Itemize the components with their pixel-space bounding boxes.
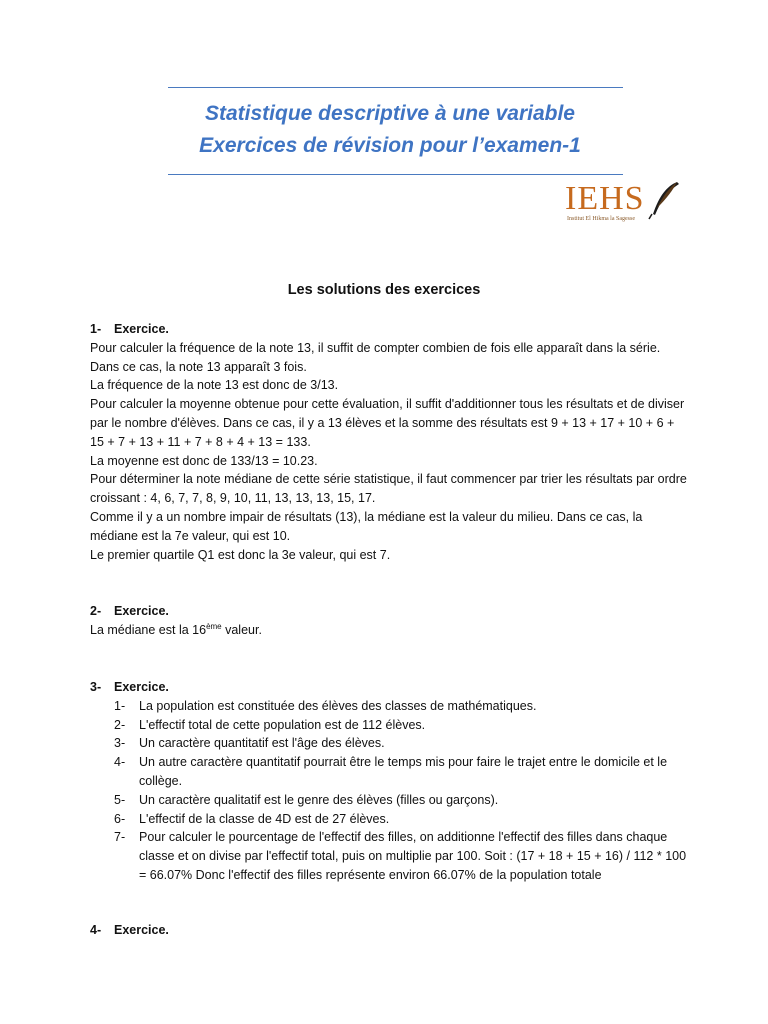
exercise-4-label: Exercice. bbox=[114, 923, 169, 937]
list-item-number: 5- bbox=[114, 792, 126, 807]
list-item bbox=[90, 753, 690, 791]
quill-icon bbox=[647, 180, 681, 220]
list-item-text: L'effectif de la classe de 4D est de 27 élèves. bbox=[139, 811, 390, 826]
exercise-2 bbox=[90, 602, 690, 640]
bottom-rule bbox=[168, 174, 623, 175]
list-item-text: Un caractère qualitatif est le genre des élèves (filles ou garçons). bbox=[139, 792, 499, 807]
exercise-2-paragraph bbox=[90, 621, 690, 640]
exercise-3-label: Exercice. bbox=[114, 680, 169, 694]
list-item-number: 3- bbox=[114, 736, 126, 751]
top-rule bbox=[168, 87, 623, 88]
section-title: Les solutions des exercices bbox=[287, 282, 481, 298]
exercise-1-label: Exercice. bbox=[114, 322, 169, 336]
exercise-4-number: 4- bbox=[90, 923, 102, 937]
exercise-4 bbox=[90, 921, 690, 940]
logo-text: IEHS bbox=[565, 180, 645, 217]
exercise-1-number: 1- bbox=[90, 322, 102, 336]
list-item-number: 2- bbox=[114, 717, 126, 732]
list-item bbox=[90, 697, 690, 716]
list-item-number: 7- bbox=[114, 830, 126, 845]
logo-subtitle: Institut El Hikma la Sagesse bbox=[567, 216, 635, 222]
exercise-3 bbox=[90, 678, 690, 885]
iehs-logo bbox=[565, 180, 680, 224]
exercise-2-text-end: valeur. bbox=[221, 622, 262, 637]
exercise-2-text: La médiane est la 16 bbox=[90, 622, 207, 637]
exercise-1-paragraph: Pour déterminer la note médiane de cette série statistique, il faut commencer par trier les résultats par ordre croissant : 4, 6, 7, 7, 8, 9, 10, 11, 13, 13, 13, 15, 17. bbox=[90, 472, 687, 506]
list-item-text: L'effectif total de cette population est de 112 élèves. bbox=[139, 717, 426, 732]
exercise-2-heading bbox=[90, 602, 690, 621]
list-item bbox=[90, 734, 690, 753]
exercise-1-paragraph: Le premier quartile Q1 est donc la 3e valeur, qui est 7. bbox=[90, 547, 391, 562]
list-item-text: Un caractère quantitatif est l'âge des élèves. bbox=[139, 736, 385, 751]
list-item bbox=[90, 716, 690, 735]
list-item bbox=[90, 810, 690, 829]
exercise-2-superscript: ème bbox=[206, 621, 222, 631]
exercise-4-heading bbox=[90, 921, 690, 940]
list-item-number: 1- bbox=[114, 698, 126, 713]
list-item-text: La population est constituée des élèves des classes de mathématiques. bbox=[139, 698, 537, 713]
list-item-text: Pour calculer le pourcentage de l'effectif des filles, on additionne l'effectif des filles dans chaque classe et on divise par l'effectif total, puis on multiplie par 100. Soit : (17 + 18 + 15 + 16) / 112 * 100 = 66.07% Donc l'effectif des filles représente environ 66.07% de la population totale bbox=[139, 830, 687, 882]
exercise-2-number: 2- bbox=[90, 604, 102, 618]
exercise-3-list bbox=[90, 697, 690, 885]
exercise-2-label: Exercice. bbox=[114, 604, 169, 618]
list-item bbox=[90, 828, 690, 884]
list-item-text: Un autre caractère quantitatif pourrait être le temps mis pour faire le trajet entre le domicile et le collège. bbox=[139, 755, 668, 788]
exercise-1-paragraph: Comme il y a un nombre impair de résultats (13), la médiane est la valeur du milieu. Dans ce cas, la médiane est la 7e valeur, qui est 10. bbox=[90, 509, 643, 543]
exercise-3-heading bbox=[90, 678, 690, 697]
exercise-1-paragraph: La moyenne est donc de 133/13 = 10.23. bbox=[90, 453, 318, 468]
page-title-line-2: Exercices de révision pour l’examen-1 bbox=[199, 134, 581, 157]
exercise-1-heading bbox=[90, 320, 690, 339]
exercise-1 bbox=[90, 320, 690, 564]
list-item-number: 4- bbox=[114, 755, 126, 770]
exercise-1-paragraph: Pour calculer la moyenne obtenue pour cette évaluation, il suffit d'additionner tous les résultats et de diviser par le nombre d'élèves. Dans ce cas, il y a 13 élèves et la somme des résultats est 9 + 13 + 17 + 10 + 6 + 15 + 7 + 13 + 11 + 7 + 8 + 4 + 13 = 133. bbox=[90, 397, 685, 449]
list-item bbox=[90, 791, 690, 810]
exercise-1-paragraph: Pour calculer la fréquence de la note 13, il suffit de compter combien de fois elle apparaît dans la série. Dans ce cas, la note 13 apparaît 3 fois. bbox=[90, 340, 661, 374]
exercise-3-number: 3- bbox=[90, 680, 102, 694]
list-item-number: 6- bbox=[114, 811, 126, 826]
exercise-1-paragraph: La fréquence de la note 13 est donc de 3/13. bbox=[90, 378, 339, 393]
page-title-line-1: Statistique descriptive à une variable bbox=[205, 102, 575, 125]
